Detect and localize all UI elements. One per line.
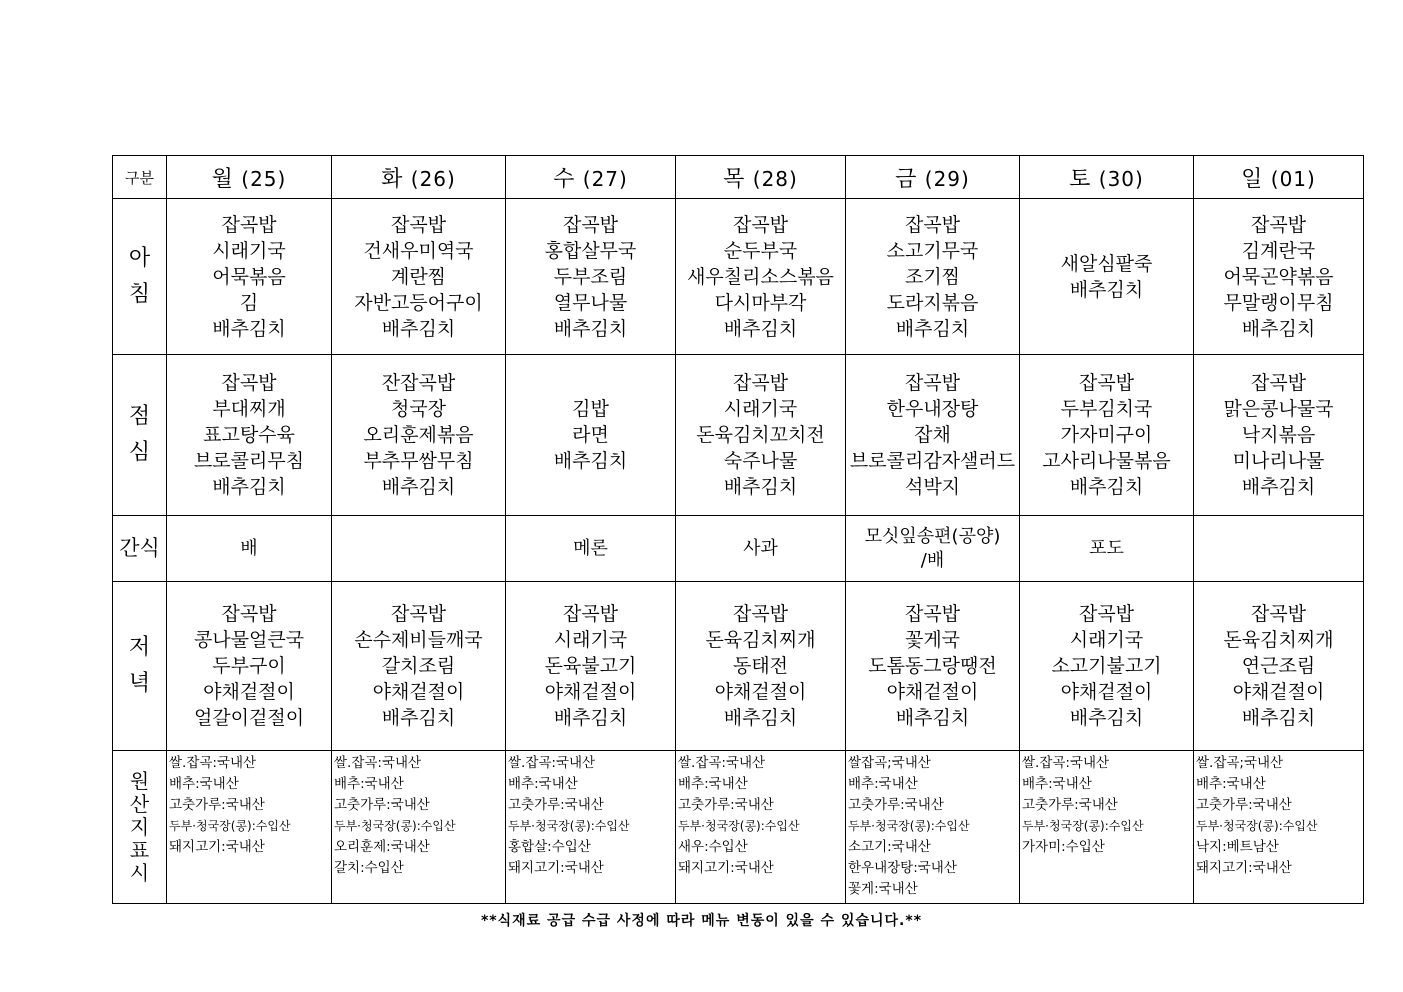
menu-item: 야채겉절이 (714, 681, 807, 703)
menu-item: 잡곡밥 (1078, 372, 1135, 394)
footer-note: **식재료 공급 수급 사정에 따라 메뉴 변동이 있을 수 있습니다.** (480, 913, 923, 929)
menu-item: 소고기무국 (886, 239, 979, 262)
menu-item: 가자미구이 (1060, 424, 1153, 446)
origin-line: 돼지고기:국내산 (678, 860, 774, 876)
menu-item: 자반고등어구이 (354, 291, 483, 314)
menu-item: 부대찌개 (212, 398, 286, 420)
menu-item: 콩나물얼큰국 (193, 629, 305, 651)
breakfast-row (113, 199, 1364, 355)
dinner-cell (676, 582, 846, 751)
menu-item: 잡곡밥 (904, 372, 961, 394)
origin-line: 쌀잡곡;국내산 (848, 755, 931, 771)
menu-item: 시래기국 (723, 398, 798, 420)
menu-item: 조기찜 (904, 265, 961, 288)
menu-item: 부추무쌈무침 (363, 450, 474, 472)
menu-item: 잡곡밥 (1078, 603, 1135, 625)
menu-item: 배추김치 (553, 450, 628, 472)
breakfast-cell (506, 199, 676, 355)
menu-item: 배추김치 (553, 317, 628, 340)
dinner-cell (167, 582, 332, 751)
origin-line: 소고기:국내산 (848, 839, 931, 855)
menu-item: 시래기국 (553, 629, 628, 651)
menu-item: 라면 (572, 424, 609, 446)
menu-item: 배 (240, 537, 258, 559)
menu-item: 새알심팥죽 (1060, 252, 1153, 275)
menu-item: 돈육김치찌개 (705, 629, 816, 651)
menu-item: 야채겉절이 (1232, 681, 1325, 703)
menu-item: 갈치조림 (381, 655, 456, 677)
lunch-cell (1020, 355, 1194, 516)
menu-item: 브로콜리감자샐러드 (849, 450, 1016, 472)
origin-line: 오리훈제:국내산 (334, 839, 430, 855)
menu-item: 표고탕수육 (203, 424, 295, 446)
menu-item: 다시마부각 (714, 291, 807, 314)
menu-item: 배추김치 (212, 317, 286, 340)
menu-item: 두부조림 (553, 265, 628, 288)
origin-line: 고춧가루:국내산 (334, 797, 430, 813)
origin-line: 두부·청국장(콩):수입산 (508, 819, 630, 833)
menu-item: 야채겉절이 (372, 681, 465, 703)
origin-line: 두부·청국장(콩):수입산 (848, 819, 970, 833)
menu-item: 맑은콩나물국 (1223, 398, 1334, 420)
menu-item: 고사리나물볶음 (1042, 450, 1171, 472)
menu-item: 얼갈이겉절이 (193, 707, 305, 729)
origin-cell (167, 751, 332, 904)
menu-item: 열무나물 (553, 291, 628, 314)
origin-line: 돼지고기:국내산 (508, 860, 604, 876)
menu-item: 잡곡밥 (1250, 372, 1307, 394)
menu-item: 김계란국 (1241, 239, 1316, 262)
menu-item: 꽃게국 (904, 629, 961, 651)
menu-item: 잡곡밥 (732, 372, 789, 394)
menu-item: 야채겉절이 (1060, 681, 1153, 703)
menu-item: 잡곡밥 (904, 213, 961, 236)
menu-item: 두부김치국 (1060, 398, 1153, 420)
header-row (113, 156, 1364, 199)
menu-item: 잡곡밥 (221, 603, 277, 625)
lunch-cell (332, 355, 506, 516)
menu-item: 배추김치 (1241, 707, 1316, 729)
menu-item: 잡곡밥 (390, 213, 447, 236)
origin-cell (846, 751, 1020, 904)
menu-item: 미나리나물 (1232, 450, 1325, 472)
breakfast-label: 아 침 (113, 199, 167, 355)
menu-item: 시래기국 (1069, 629, 1144, 651)
menu-item: 숙주나물 (723, 450, 798, 472)
menu-item: 배추김치 (723, 707, 798, 729)
menu-item: 김밥 (572, 398, 609, 420)
menu-item: 한우내장탕 (886, 398, 979, 420)
snack-cell (506, 516, 676, 582)
menu-item: 배추김치 (1241, 317, 1316, 340)
menu-item: 두부구이 (212, 655, 286, 677)
snack-label: 간식 (113, 516, 167, 582)
origin-label: 원 산 지 표 시 (113, 751, 167, 904)
menu-item: 새우칠리소스볶음 (687, 265, 834, 288)
origin-line: 배추:국내산 (334, 776, 404, 792)
day-header: 목 (28) (676, 156, 846, 199)
snack-cell (846, 516, 1020, 582)
menu-item: 배추김치 (723, 317, 798, 340)
origin-line: 배추:국내산 (678, 776, 748, 792)
origin-line: 꽃게:국내산 (848, 881, 918, 897)
dinner-cell (1194, 582, 1364, 751)
menu-item: 홍합살무국 (544, 239, 637, 262)
origin-line: 새우:수입산 (678, 839, 748, 855)
lunch-cell (846, 355, 1020, 516)
menu-item: 돈육김치찌개 (1223, 629, 1334, 651)
menu-item: 배추김치 (1069, 278, 1144, 301)
menu-item: 오리훈제볶음 (363, 424, 474, 446)
menu-item: 사과 (743, 537, 778, 559)
origin-line: 배추:국내산 (1022, 776, 1092, 792)
weekly-menu-table (112, 155, 1364, 904)
snack-cell (1194, 516, 1364, 582)
origin-line: 쌀.잡곡:국내산 (334, 755, 422, 771)
menu-item: 소고기불고기 (1051, 655, 1162, 677)
menu-item: 배추김치 (895, 707, 970, 729)
origin-line: 고춧가루:국내산 (508, 797, 604, 813)
day-header: 화 (26) (332, 156, 506, 199)
menu-item: 도라지볶음 (886, 291, 979, 314)
origin-line: 홍합살:수입산 (508, 839, 591, 855)
menu-item: 도톰동그랑땡전 (868, 655, 997, 677)
breakfast-cell (167, 199, 332, 355)
origin-line: 두부·청국장(콩):수입산 (1196, 819, 1318, 833)
menu-item: 잡곡밥 (562, 213, 619, 236)
origin-cell (506, 751, 676, 904)
menu-item: 돈육김치꼬치전 (696, 424, 825, 446)
menu-item: 연근조림 (1241, 655, 1316, 677)
day-header: 토 (30) (1020, 156, 1194, 199)
day-header: 일 (01) (1194, 156, 1364, 199)
menu-item: 야채겉절이 (886, 681, 979, 703)
menu-item: 어묵곤약볶음 (1223, 265, 1334, 288)
menu-item: 야채겉절이 (203, 681, 295, 703)
menu-item: 포도 (1089, 537, 1124, 559)
menu-item: 계란찜 (390, 265, 447, 288)
corner-label: 구분 (113, 156, 167, 199)
dinner-cell (1020, 582, 1194, 751)
menu-item: 무말랭이무침 (1223, 291, 1334, 314)
origin-line: 가자미:수입산 (1022, 839, 1105, 855)
origin-line: 쌀.잡곡:국내산 (508, 755, 596, 771)
menu-item: 배추김치 (381, 317, 456, 340)
origin-line: 고춧가루:국내산 (848, 797, 944, 813)
menu-item: 모싯잎송편(공양) (864, 525, 1001, 547)
menu-item: 브로콜리무침 (193, 450, 305, 472)
origin-line: 두부·청국장(콩):수입산 (169, 819, 291, 833)
menu-item: 동태전 (732, 655, 789, 677)
breakfast-cell (676, 199, 846, 355)
origin-row (113, 751, 1364, 904)
origin-line: 낙지:베트남산 (1196, 839, 1279, 855)
menu-item: 잡곡밥 (221, 213, 277, 236)
menu-item: 청국장 (390, 398, 447, 420)
menu-item: 어묵볶음 (212, 265, 286, 288)
origin-line: 배추:국내산 (1196, 776, 1266, 792)
menu-item: 잡곡밥 (1250, 603, 1307, 625)
snack-cell (167, 516, 332, 582)
origin-line: 고춧가루:국내산 (169, 797, 265, 813)
origin-line: 한우내장탕:국내산 (848, 860, 957, 876)
menu-item: 배추김치 (723, 476, 798, 498)
menu-item: 배추김치 (212, 476, 286, 498)
menu-item: 석박지 (904, 476, 961, 498)
menu-item: 잡채 (914, 424, 951, 446)
breakfast-cell (846, 199, 1020, 355)
day-header: 수 (27) (506, 156, 676, 199)
day-header: 금 (29) (846, 156, 1020, 199)
origin-line: 두부·청국장(콩):수입산 (678, 819, 800, 833)
menu-item: /배 (920, 549, 945, 571)
snack-row (113, 516, 1364, 582)
menu-item: 야채겉절이 (544, 681, 637, 703)
origin-line: 쌀.잡곡:국내산 (169, 755, 257, 771)
menu-item: 잡곡밥 (1250, 213, 1307, 236)
menu-item: 잡곡밥 (221, 372, 277, 394)
menu-item: 잡곡밥 (904, 603, 961, 625)
origin-line: 돼지고기:국내산 (1196, 860, 1292, 876)
menu-item: 배추김치 (381, 476, 456, 498)
menu-item: 메론 (573, 537, 608, 559)
menu-item: 배추김치 (553, 707, 628, 729)
menu-item: 시래기국 (212, 239, 286, 262)
menu-item: 돈육불고기 (544, 655, 637, 677)
menu-item: 배추김치 (1069, 476, 1144, 498)
lunch-cell (676, 355, 846, 516)
lunch-label: 점 심 (113, 355, 167, 516)
origin-line: 고춧가루:국내산 (1022, 797, 1118, 813)
menu-item: 배추김치 (1241, 476, 1316, 498)
snack-cell (1020, 516, 1194, 582)
lunch-cell (1194, 355, 1364, 516)
lunch-cell (506, 355, 676, 516)
origin-line: 고춧가루:국내산 (1196, 797, 1292, 813)
dinner-row (113, 582, 1364, 751)
day-header: 월 (25) (167, 156, 332, 199)
breakfast-cell (332, 199, 506, 355)
origin-line: 돼지고기:국내산 (169, 839, 265, 855)
lunch-row (113, 355, 1364, 516)
origin-cell (1020, 751, 1194, 904)
snack-cell (676, 516, 846, 582)
origin-line: 갈치:수입산 (334, 860, 404, 876)
origin-line: 배추:국내산 (169, 776, 239, 792)
menu-item: 잡곡밥 (390, 603, 447, 625)
menu-item: 배추김치 (1069, 707, 1144, 729)
menu-item: 배추김치 (895, 317, 970, 340)
menu-item: 김 (239, 291, 259, 314)
dinner-cell (332, 582, 506, 751)
origin-line: 두부·청국장(콩):수입산 (334, 819, 456, 833)
origin-line: 배추:국내산 (508, 776, 578, 792)
origin-cell (1194, 751, 1364, 904)
menu-item: 건새우미역국 (363, 239, 474, 262)
breakfast-cell (1194, 199, 1364, 355)
lunch-cell (167, 355, 332, 516)
dinner-cell (506, 582, 676, 751)
snack-cell (332, 516, 506, 582)
origin-cell (332, 751, 506, 904)
origin-line: 배추:국내산 (848, 776, 918, 792)
origin-line: 두부·청국장(콩):수입산 (1022, 819, 1144, 833)
origin-line: 고춧가루:국내산 (678, 797, 774, 813)
menu-item: 낙지볶음 (1241, 424, 1316, 446)
origin-line: 쌀.잡곡:국내산 (678, 755, 766, 771)
origin-cell (676, 751, 846, 904)
menu-item: 잡곡밥 (732, 213, 789, 236)
origin-line: 쌀.잡곡;국내산 (1196, 755, 1284, 771)
dinner-cell (846, 582, 1020, 751)
menu-item: 잡곡밥 (732, 603, 789, 625)
breakfast-cell (1020, 199, 1194, 355)
menu-item: 잔잡곡밥 (381, 372, 456, 394)
dinner-label: 저 녁 (113, 582, 167, 751)
origin-line: 쌀.잡곡:국내산 (1022, 755, 1110, 771)
menu-item: 배추김치 (381, 707, 456, 729)
menu-item: 손수제비들깨국 (354, 629, 483, 651)
menu-item: 잡곡밥 (562, 603, 619, 625)
menu-item: 순두부국 (723, 239, 798, 262)
